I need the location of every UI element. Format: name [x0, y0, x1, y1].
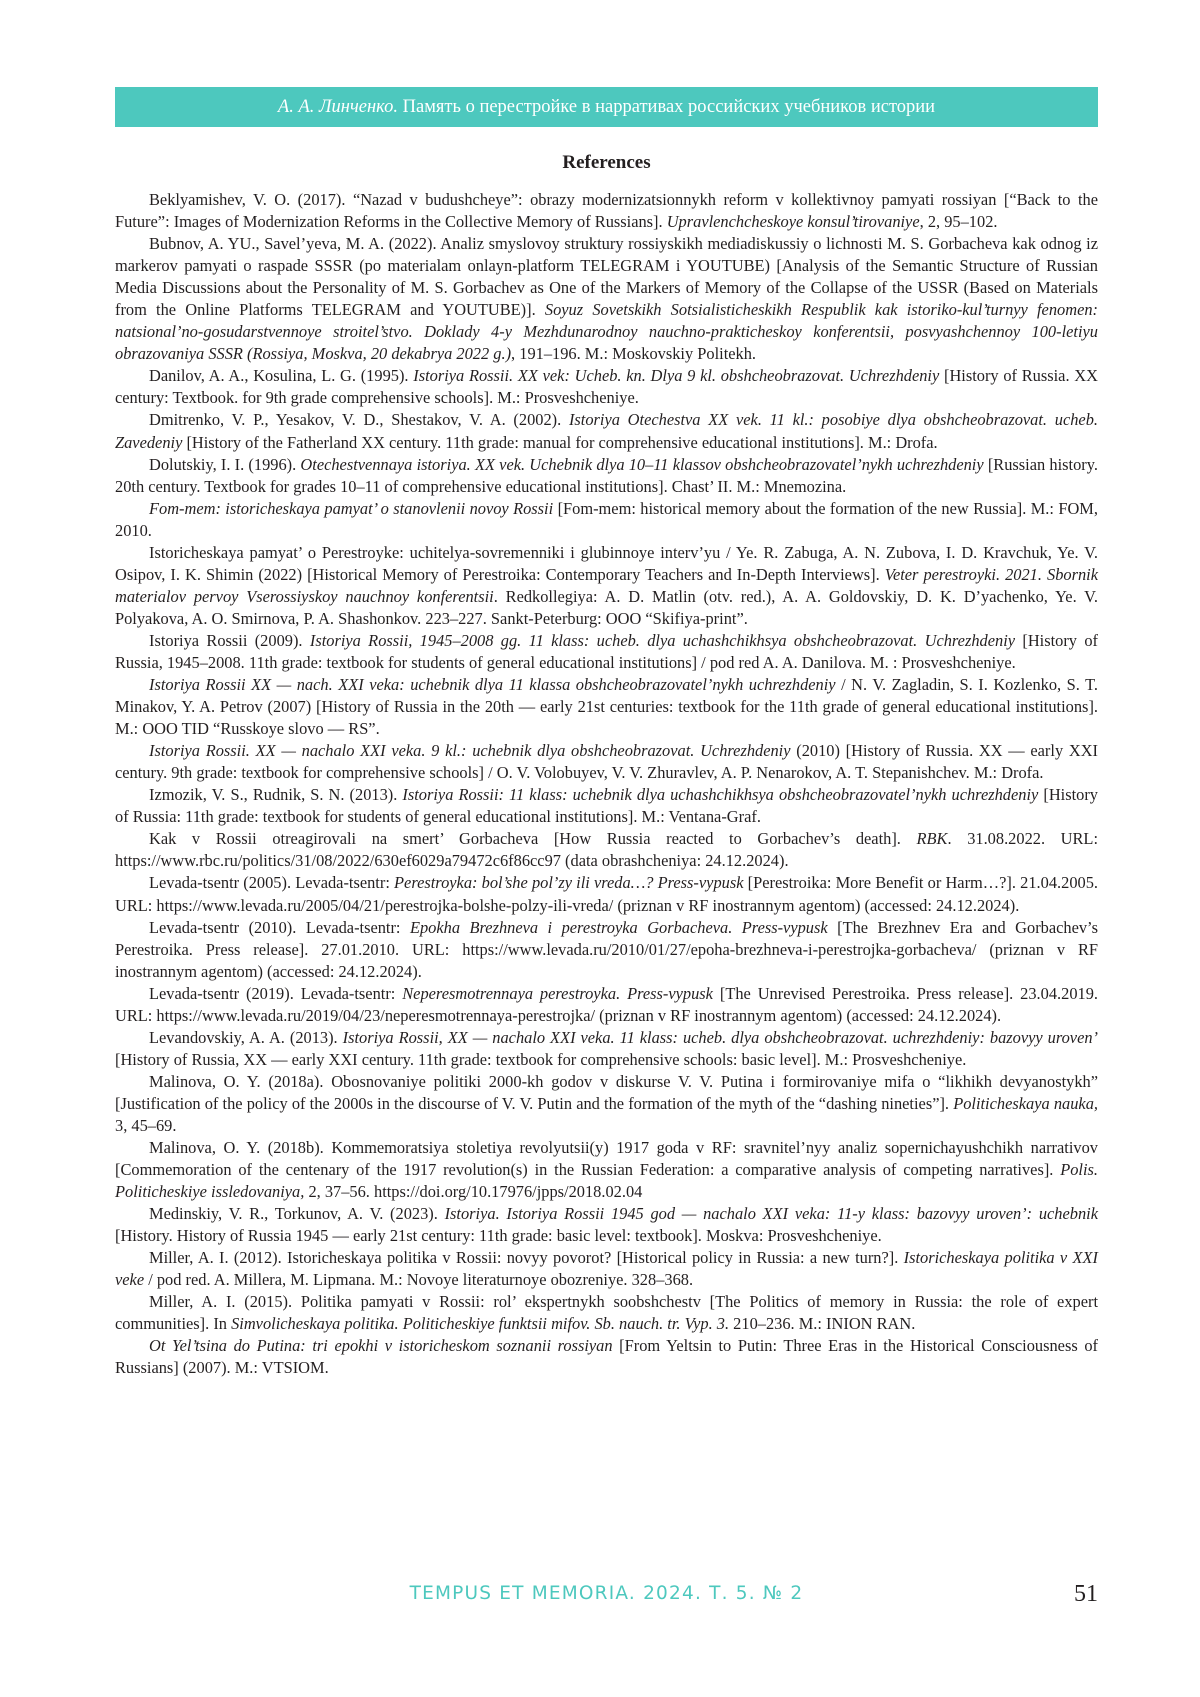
reference-text: [History of Russia, XX — early XXI century. 11th grade: textbook for comprehensive schools: basic level]. M.: Prosveshcheniye.: [115, 1049, 967, 1069]
reference-entry: [115, 784, 1098, 828]
reference-text: Malinova, O. Y. (2018a). Obosnovaniye politiki 2000-kh godov v diskurse V. V. Putina i formirovaniye mifa o “likhikh devyanostykh” [Justification of the policy of the 2000s in the discourse of V. V. Putin and the formation of the myth of the “dashing nineties”].: [115, 1071, 1098, 1113]
reference-italic-text: Perestroyka: bol’she pol’zy ili vreda…? Press-vypusk: [394, 873, 744, 893]
reference-entry: [115, 1247, 1098, 1291]
reference-text: / pod red. A. Millera, M. Lipmana. M.: Novoye literaturnoye obozreniye. 328–368.: [144, 1270, 694, 1290]
reference-italic-text: Epokha Brezhneva i perestroyka Gorbacheva. Press-vypusk: [409, 917, 828, 937]
reference-text: [History. History of Russia 1945 — early 21st century: 11th grade: basic level: textbook]. Moskva: Prosveshcheniye.: [115, 1226, 882, 1246]
reference-entry: [115, 1027, 1098, 1071]
reference-entry: [115, 1335, 1098, 1379]
reference-entry: [115, 498, 1098, 542]
reference-italic-text: Soyuz Sovetskikh Sotsialisticheskikh Respublik kak istoriko-kul’turnyy fenomen: natsional’no-gosudarstvennoye stroitel’stvo. Doklady 4-y Mezhdunarodnoy nauchno-prakticheskoy konferentsii, posvyashchennoy 100-letiyu obrazovaniya SSSR (Rossiya, Moskva, 20 dekabrya 2022 g.): [115, 300, 1098, 364]
reference-text: Miller, A. I. (2015). Politika pamyati v Rossii: rol’ ekspertnykh soobshchestv [The Politics of memory in Russia: the role of expert communities]. In: [115, 1292, 1098, 1334]
header-author: А. А. Линченко.: [277, 97, 399, 117]
reference-text: [History of the Fatherland XX century. 11th grade: manual for comprehensive educational institutions]. M.: Drofa.: [182, 432, 938, 452]
reference-entry: [115, 189, 1098, 233]
reference-italic-text: Istoriya. Istoriya Rossii 1945 god — nachalo XXI veka: 11-y klass: bazovyy uroven’: uchebnik: [444, 1204, 1098, 1224]
reference-text: Bubnov, A. YU., Savel’yeva, M. A. (2022). Analiz smyslovoy struktury rossiyskikh mediadiskussiy o lichnosti M. S. Gorbacheva kak odnog iz markerov pamyati o raspade SSSR (po materialam onlayn-platform TELEGRAM i YOUTUBE) [Analysis of the Semantic Structure of Russian Media Discussions about the Personality of M. S. Gorbachev as One of the Markers of Memory of the Collapse of the USSR (Based on Materials from the Online Platforms TELEGRAM and YOUTUBE)].: [115, 234, 1098, 320]
reference-text: . 31.08.2022. URL: https://www.rbc.ru/politics/31/08/2022/630ef6029a79472c6f86cc97 (data obrashcheniya: 24.12.2024).: [115, 829, 1099, 871]
reference-text: Medinskiy, V. R., Torkunov, A. V. (2023).: [149, 1204, 445, 1224]
reference-text: , 2, 95–102.: [919, 212, 998, 232]
reference-text: Beklyamishev, V. O. (2017). “Nazad v budushcheye”: obrazy modernizatsionnykh reform v kollektivnoy pamyati rossiyan [“Back to the Future”: Images of Modernization Reforms in the Collective Memory of Russians].: [115, 190, 1098, 232]
reference-entry: [115, 917, 1098, 983]
reference-text: Dmitrenko, V. P., Yesakov, V. D., Shestakov, V. A. (2002).: [149, 410, 569, 430]
reference-text: Levada-tsentr (2010). Levada-tsentr:: [149, 917, 410, 937]
reference-text: Istoricheskaya pamyat’ o Perestroyke: uchitelya-sovremenniki i glubinnoye interv’yu / Ye. R. Zabuga, A. N. Zubova, I. D. Kravchuk, Ye. V. Osipov, I. K. Shimin (2022) [Historical Memory of Perestroika: Contemporary Teachers and In-Depth Interviews].: [115, 542, 1098, 584]
reference-text: 3, 45–69.: [115, 1115, 177, 1135]
reference-text: Danilov, A. A., Kosulina, L. G. (1995).: [149, 366, 414, 386]
reference-italic-text: Upravlenchcheskoye konsul’tirovaniye: [666, 212, 920, 232]
reference-entry: [115, 1203, 1098, 1247]
reference-text: , 191–196. M.: Moskovskiy Politekh.: [511, 344, 757, 364]
reference-text: Malinova, O. Y. (2018b). Kommemoratsiya stoletiya revolyutsii(y) 1917 goda v RF: sravnitel’nyy analiz sopernichayushchikh narrativov [Commemoration of the centenary of the 1917 revolution(s) in the Russian Federation: a comparative analysis of competing narratives].: [115, 1138, 1098, 1180]
reference-entry: [115, 828, 1098, 872]
reference-text: [Russian history. 20th century. Textbook for grades 10–11 of comprehensive educational institutions]. Chast’ II. M.: Mnemozina.: [115, 454, 1098, 496]
reference-text: [History of Russia: 11th grade: textbook for students of general educational institutions]. M.: Ventana-Graf.: [115, 785, 1098, 827]
reference-text: [From Yeltsin to Putin: Three Eras in the Historical Consciousness of Russians] (2007). M.: VTSIOM.: [115, 1336, 1098, 1378]
reference-italic-text: Istoriya Rossii, 1945–2008 gg. 11 klass: ucheb. dlya uchashchikhsya obshcheobrazovat. Uchrezhdeniy: [309, 630, 1016, 650]
reference-italic-text: Fom-mem: istoricheskaya pamyat’ o stanovlenii novoy Rossii: [149, 498, 554, 518]
reference-text: Levada-tsentr (2005). Levada-tsentr:: [149, 873, 395, 893]
reference-text: [Fom-mem: historical memory about the formation of the new Russia]. M.: FOM, 2010.: [115, 498, 1098, 540]
reference-text: [The Unrevised Perestroika. Press release]. 23.04.2019. URL: https://www.levada.ru/2019/04/23/neperesmotrennaya-perestrojka/ (priznan v RF inostrannym agentom) (accessed: 24.12.2024).: [115, 983, 1099, 1025]
reference-text: / N. V. Zagladin, S. I. Kozlenko, S. T. Minakov, Y. A. Petrov (2007) [History of Russia in the 20th — early 21st centuries: textbook for the 11th grade of general educational institutions]. M.: OOO TID “Russkoye slovo — RS”.: [115, 675, 1098, 739]
reference-entry: [115, 674, 1098, 740]
reference-entry: [115, 872, 1098, 916]
page-number: 51: [1074, 1581, 1098, 1607]
reference-italic-text: Neperesmotrennaya perestroyka. Press-vypusk: [402, 983, 713, 1003]
reference-text: Miller, A. I. (2012). Istoricheskaya politika v Rossii: novyy povorot? [Historical policy in Russia: a new turn?].: [149, 1248, 904, 1268]
reference-entry: [115, 542, 1098, 630]
footer-journal-title: TEMPUS ET MEMORIA. 2024. Т. 5. № 2: [409, 1583, 804, 1604]
section-title: References: [562, 152, 651, 173]
reference-italic-text: Istoriya Rossii, XX — nachalo XXI veka. 11 klass: ucheb. dlya obshcheobrazovat. uchrezhdeniy: bazovyy uroven’: [342, 1027, 1099, 1047]
reference-entry: [115, 1291, 1098, 1335]
reference-italic-text: Otechestvennaya istoriya. XX vek. Uchebnik dlya 10–11 klassov obshcheobrazovatel’nykh uchrezhdeniy: [300, 454, 984, 474]
reference-entry: [115, 365, 1098, 409]
reference-entry: [115, 454, 1098, 498]
reference-text: Kak v Rossii otreagirovali na smert’ Gorbacheva [How Russia reacted to Gorbachev’s death].: [149, 829, 917, 849]
running-header: [115, 87, 1098, 127]
reference-italic-text: Istoriya Otechestva XX vek. 11 kl.: posobiye dlya obshcheobrazovat. ucheb. Zavedeniy: [115, 410, 1098, 452]
reference-text: Levandovskiy, A. A. (2013).: [149, 1027, 343, 1047]
reference-italic-text: Polis. Politicheskiye issledovaniya,: [115, 1160, 1098, 1202]
reference-list: [115, 189, 1098, 1380]
reference-text: [The Brezhnev Era and Gorbachev’s Perestroika. Press release]. 27.01.2010. URL: https://www.levada.ru/2010/01/27/epoha-brezhneva-i-perestrojka-gorbacheva/ (priznan v RF inostrannym agentom) (accessed: 24.12.2024).: [115, 917, 1098, 981]
reference-text: (2010) [History of Russia. XX — early XXI century. 9th grade: textbook for comprehensive schools] / O. V. Volobuyev, V. V. Zhuravlev, A. P. Nenarokov, A. T. Stepanishchev. M.: Drofa.: [115, 741, 1098, 783]
reference-text: Levada-tsentr (2019). Levada-tsentr:: [149, 983, 403, 1003]
reference-entry: [115, 409, 1098, 453]
reference-italic-text: Istoriya Rossii: 11 klass: uchebnik dlya uchashchikhsya obshcheobrazovatel’nykh uchrezhdeniy: [402, 785, 1039, 805]
reference-text: 210–236. M.: INION RAN.: [729, 1314, 916, 1334]
reference-italic-text: Istoricheskaya politika v XXI veke: [115, 1248, 1098, 1290]
reference-italic-text: Politicheskaya nauka,: [953, 1093, 1098, 1113]
reference-italic-text: Istoriya Rossii. XX — nachalo XXI veka. 9 kl.: uchebnik dlya obshcheobrazovat. Uchrezhdeniy: [149, 741, 791, 761]
reference-italic-text: Istoriya Rossii XX — nach. XXI veka: uchebnik dlya 11 klassa obshcheobrazovatel’nykh uchrezhdeniy: [149, 675, 836, 695]
reference-italic-text: Ot Yel’tsina do Putina: tri epokhi v istoricheskom soznanii rossiyan: [149, 1336, 613, 1356]
reference-text: [History of Russia, 1945–2008. 11th grade: textbook for students of general educational institutions] / pod red A. A. Danilova. M. : Prosveshcheniye.: [115, 630, 1098, 672]
reference-entry: [115, 630, 1098, 674]
reference-text: Istoriya Rossii (2009).: [149, 630, 310, 650]
reference-text: 2, 37–56. https://doi.org/10.17976/jpps/2018.02.04: [304, 1182, 643, 1202]
reference-entry: [115, 740, 1098, 784]
reference-entry: [115, 983, 1098, 1027]
reference-italic-text: Istoriya Rossii. XX vek: Ucheb. kn. Dlya 9 kl. obshcheobrazovat. Uchrezhdeniy: [413, 366, 940, 386]
reference-text: . Redkollegiya: A. D. Matlin (otv. red.), A. A. Goldovskiy, D. K. D’yachenko, Ye. V. Polyakova, A. O. Smirnova, P. A. Shashonkov. 223–227. Sankt-Peterburg: OOO “Skifiya-print”.: [115, 586, 1099, 628]
reference-entry: [115, 1071, 1098, 1137]
reference-text: [History of Russia. XX century: Textbook. for 9th grade comprehensive schools]. M.: Prosveshcheniye.: [115, 366, 1098, 408]
reference-italic-text: RBK: [916, 829, 948, 849]
reference-text: Izmozik, V. S., Rudnik, S. N. (2013).: [149, 785, 403, 805]
reference-text: Dolutskiy, I. I. (1996).: [149, 454, 301, 474]
reference-entry: [115, 1137, 1098, 1203]
reference-text: [Perestroika: More Benefit or Harm…?]. 21.04.2005. URL: https://www.levada.ru/2005/04/21/perestrojka-bolshe-polzy-ili-vreda/ (priznan v RF inostrannym agentom) (accessed: 24.12.2024).: [115, 873, 1099, 915]
reference-italic-text: Simvolicheskaya politika. Politicheskiye funktsii mifov. Sb. nauch. tr. Vyp. 3.: [231, 1314, 730, 1334]
header-title: Память о перестройке в нарративах российских учебников истории: [398, 97, 936, 117]
reference-entry: [115, 233, 1098, 365]
reference-italic-text: Veter perestroyki. 2021. Sbornik materialov pervoy Vserossiyskoy nauchnoy konferentsii: [115, 564, 1098, 606]
